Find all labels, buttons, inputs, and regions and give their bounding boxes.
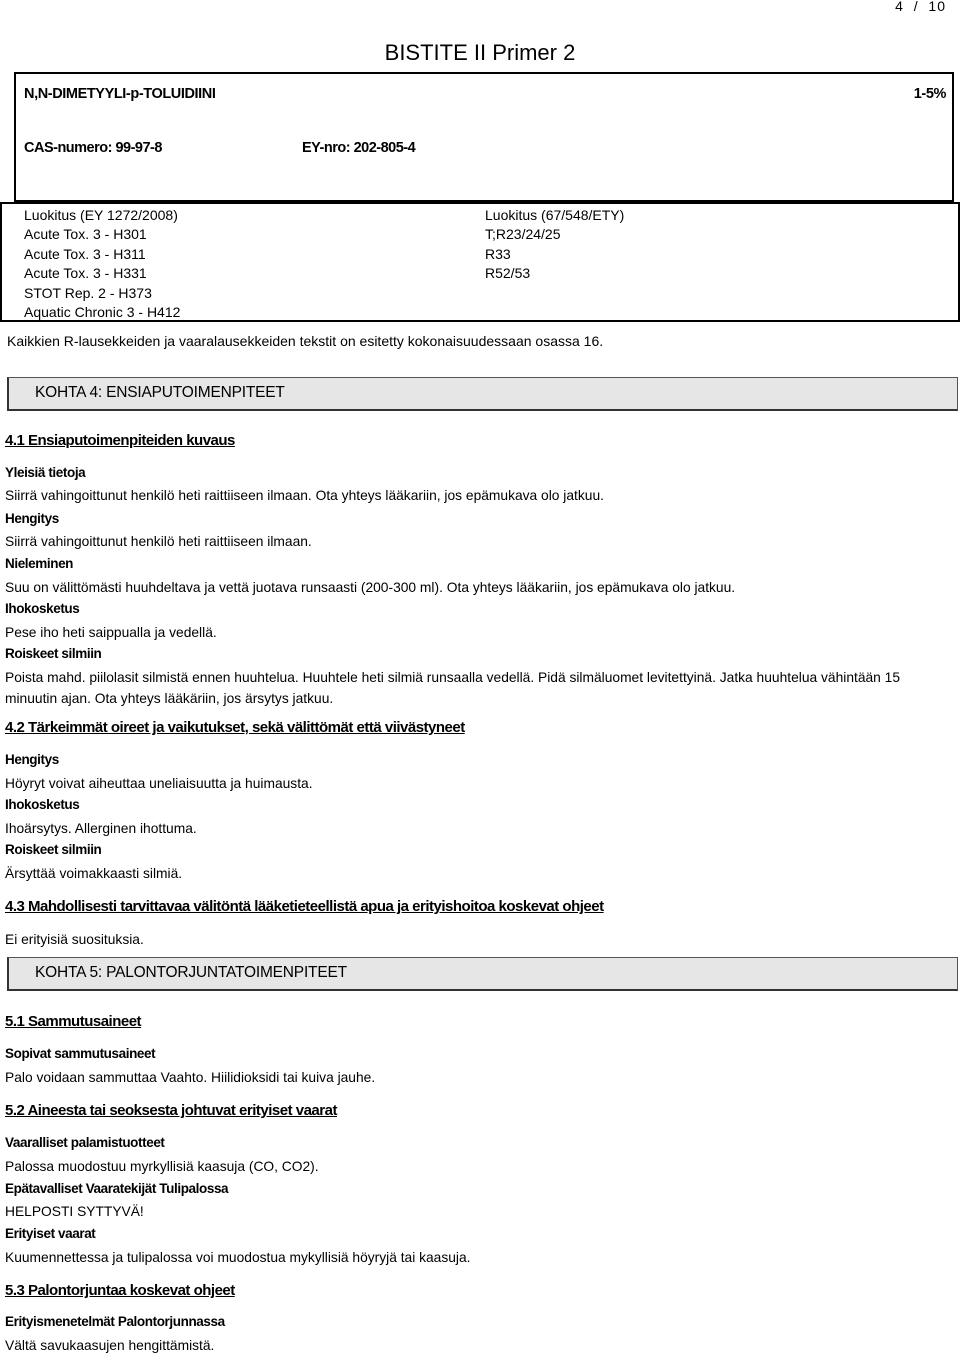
text-firefighting-methods: Vältä savukaasujen hengittämistä. xyxy=(5,1338,215,1353)
classification-line: Acute Tox. 3 - H331 xyxy=(24,265,147,282)
label-extinguishing: Sopivat sammutusaineet xyxy=(5,1046,156,1061)
classification-line: Luokitus (EY 1272/2008) xyxy=(24,207,178,223)
heading-5-2: 5.2 Aineesta tai seoksesta johtuvat erityiset vaarat xyxy=(5,1102,337,1119)
text-combustion-products: Palossa muodostuu myrkyllisiä kaasuja (CO, CO2). xyxy=(5,1159,319,1174)
heading-4-2: 4.2 Tärkeimmät oireet ja vaikutukset, sekä välittömät että viivästyneet xyxy=(5,719,465,736)
label-general: Yleisiä tietoja xyxy=(5,465,86,480)
classification-line: T;R23/24/25 xyxy=(485,226,561,243)
section-5-title: KOHTA 5: PALONTORJUNTATOIMENPITEET xyxy=(35,964,347,981)
text-inhalation: Siirrä vahingoittunut henkilö heti raittiiseen ilmaan. xyxy=(5,534,312,549)
label-eye: Roiskeet silmiin xyxy=(5,842,102,857)
classification-line: Luokitus (67/548/ETY) xyxy=(485,207,625,223)
section-4-header xyxy=(7,377,958,411)
text-inhalation: Höyryt voivat aiheuttaa uneliaisuutta ja huimausta. xyxy=(5,776,313,791)
text-extinguishing: Palo voidaan sammuttaa Vaahto. Hiilidioksidi tai kuiva jauhe. xyxy=(5,1070,376,1085)
document-title: BISTITE II Primer 2 xyxy=(384,40,576,65)
classification-line: STOT Rep. 2 - H373 xyxy=(24,284,152,301)
classification-line: Acute Tox. 3 - H301 xyxy=(24,226,147,243)
classification-clp xyxy=(24,206,180,322)
heading-4-3: 4.3 Mahdollisesti tarvittavaa välitöntä lääketieteellistä apua ja erityishoitoa koskevat ohjeet xyxy=(5,898,604,915)
label-combustion-products: Vaaralliset palamistuotteet xyxy=(5,1135,165,1150)
classification-dsd xyxy=(485,206,624,284)
label-specific-hazards: Erityiset vaarat xyxy=(5,1226,96,1241)
text-4-3: Ei erityisiä suosituksia. xyxy=(5,932,144,947)
heading-4-1: 4.1 Ensiaputoimenpiteiden kuvaus xyxy=(5,432,235,449)
r-phrases-note: Kaikkien R-lausekkeiden ja vaaralausekkeiden tekstit on esitetty kokonaisuudessaan osassa 16. xyxy=(7,333,604,349)
classification-line: R33 xyxy=(485,245,511,262)
label-unusual-hazards: Epätavalliset Vaaratekijät Tulipalossa xyxy=(5,1181,229,1196)
text-unusual-hazards: HELPOSTI SYTTYVÄ! xyxy=(5,1204,144,1219)
page-number: 4 / 10 xyxy=(895,0,946,14)
cas-number: CAS-numero: 99-97-8 xyxy=(24,140,162,156)
text-eye: Poista mahd. piilolasit silmistä ennen huuhtelua. Huuhtele heti silmiä runsaalla vedellä. Pidä silmäluomet levitettyinä. Jatka huuhtelua vähintään 15 minuutin ajan. Ota yhteys lääkäriin, jos ärsytys jatkuu. xyxy=(5,670,901,706)
label-inhalation: Hengitys xyxy=(5,511,59,526)
label-eye: Roiskeet silmiin xyxy=(5,646,102,661)
text-ingestion: Suu on välittömästi huuhdeltava ja vettä juotava runsaasti (200-300 ml). Ota yhteys lääkariin, jos epämukava olo jatkuu. xyxy=(5,580,736,595)
label-skin: Ihokosketus xyxy=(5,601,80,616)
classification-line: R52/53 xyxy=(485,265,531,282)
section-4-title: KOHTA 4: ENSIAPUTOIMENPITEET xyxy=(35,384,285,401)
classification-line: Acute Tox. 3 - H311 xyxy=(24,245,146,262)
text-specific-hazards: Kuumennettessa ja tulipalossa voi muodostua mykyllisiä höyryjä tai kaasuja. xyxy=(5,1250,471,1265)
text-eye: Ärsyttää voimakkaasti silmiä. xyxy=(5,866,183,881)
text-skin: Ihoärsytys. Allerginen ihottuma. xyxy=(5,821,197,836)
text-general: Siirrä vahingoittunut henkilö heti raittiiseen ilmaan. Ota yhteys lääkariin, jos epämukava olo jatkuu. xyxy=(5,488,604,503)
label-ingestion: Nieleminen xyxy=(5,556,74,571)
heading-5-3: 5.3 Palontorjuntaa koskevat ohjeet xyxy=(5,1282,235,1299)
text-skin: Pese iho heti saippualla ja vedellä. xyxy=(5,625,217,640)
label-firefighting-methods: Erityismenetelmät Palontorjunnassa xyxy=(5,1314,225,1329)
substance-name: N,N-DIMETYYLI-p-TOLUIDIINI xyxy=(24,86,216,102)
label-skin: Ihokosketus xyxy=(5,797,80,812)
heading-5-1: 5.1 Sammutusaineet xyxy=(5,1013,142,1030)
substance-concentration: 1-5% xyxy=(913,86,946,102)
section-5-header xyxy=(7,957,958,991)
label-inhalation: Hengitys xyxy=(5,752,59,767)
ec-number: EY-nro: 202-805-4 xyxy=(302,140,416,156)
classification-line: Aquatic Chronic 3 - H412 xyxy=(24,304,181,321)
